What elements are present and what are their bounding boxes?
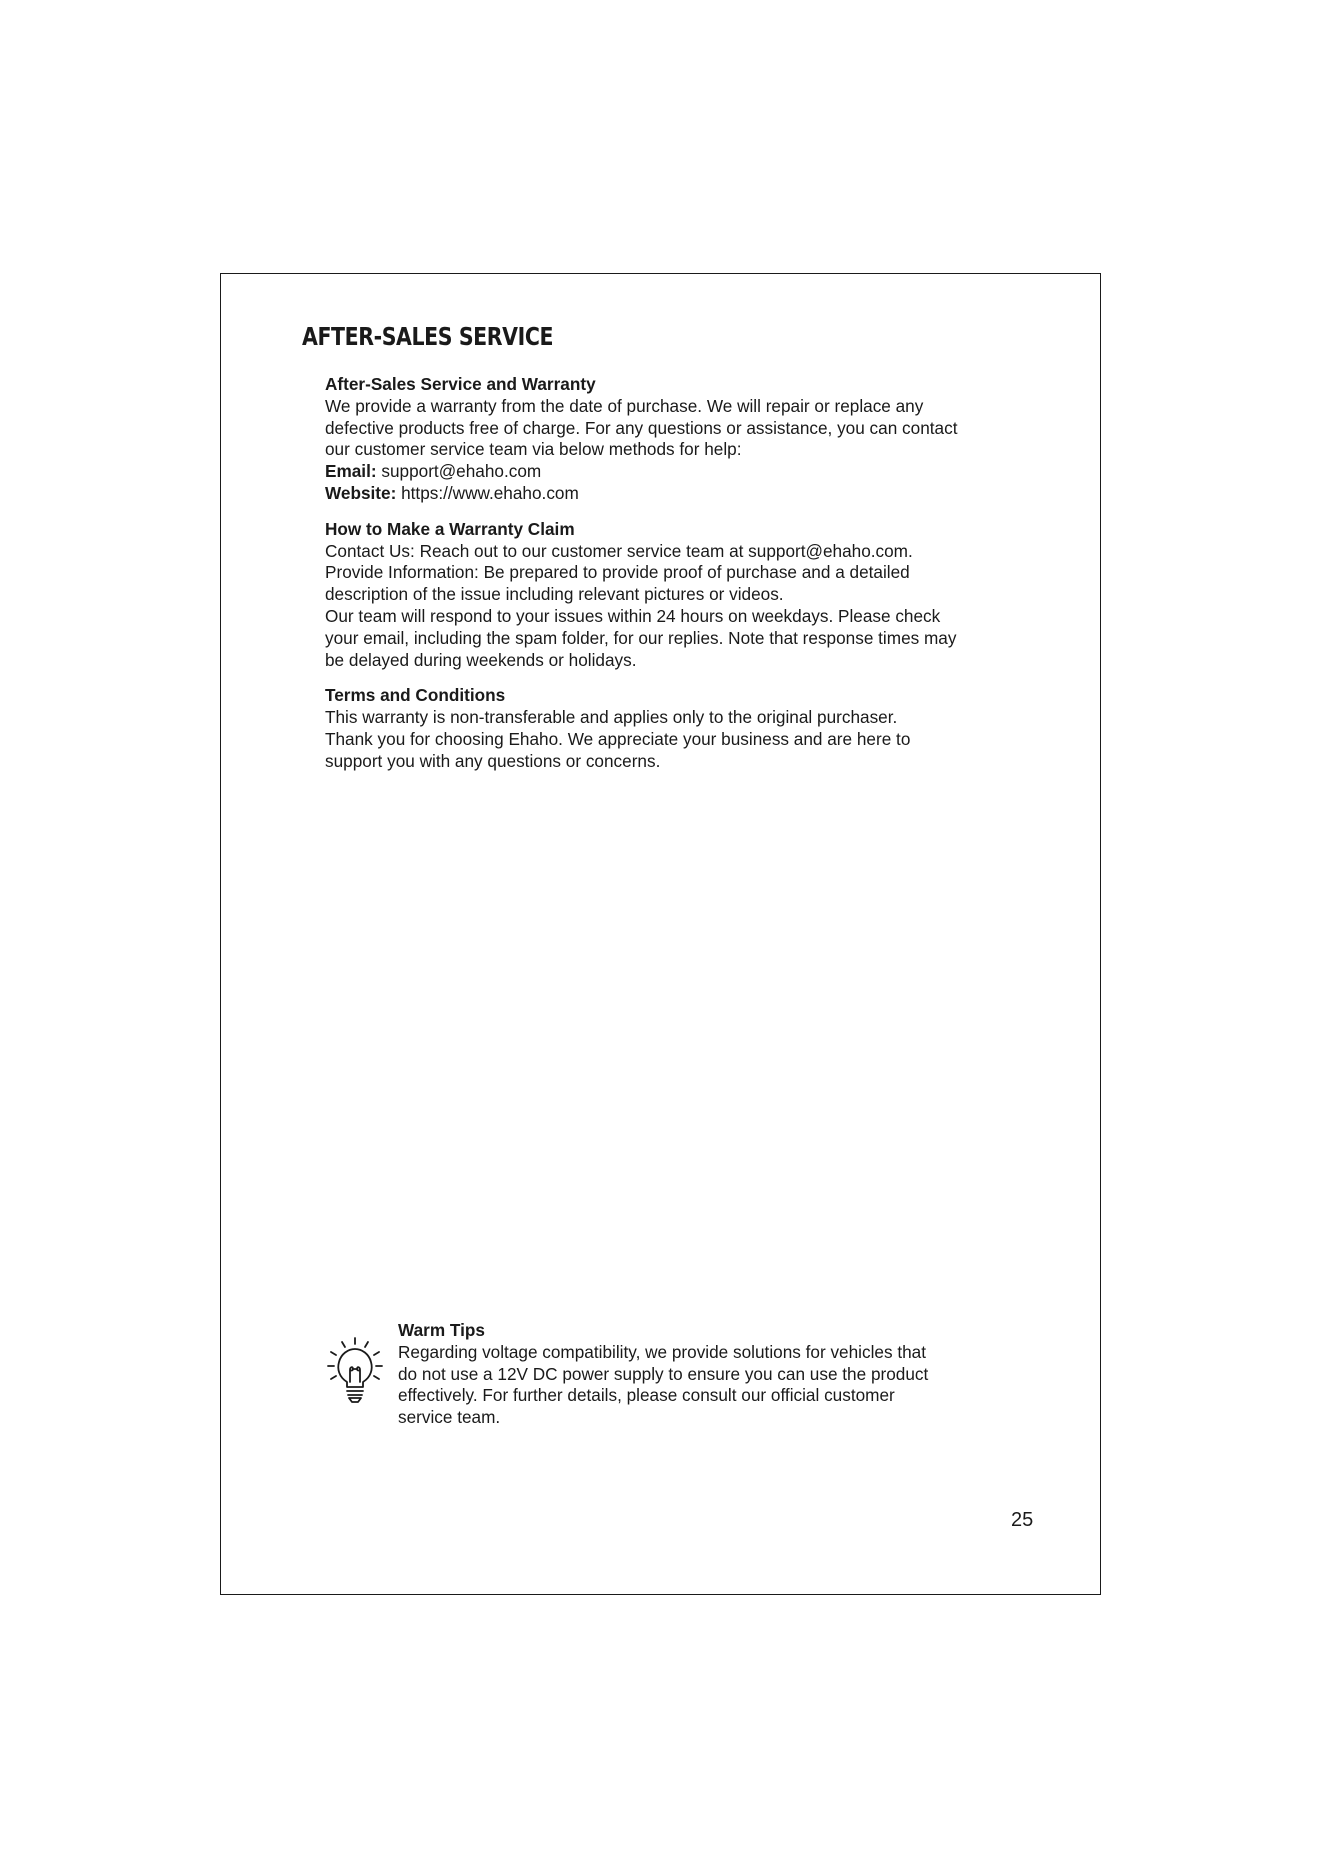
warm-tips-box	[325, 1320, 945, 1430]
page-number: 25	[1011, 1509, 1034, 1531]
website-value[interactable]: https://www.ehaho.com	[401, 482, 579, 503]
section-warranty	[325, 374, 965, 505]
paragraph: We provide a warranty from the date of purchase. We will repair or replace any defective products free of charge. For any questions or assistance, you can contact our customer service team via below methods for help:	[325, 395, 958, 460]
contact-website	[325, 483, 965, 505]
section-heading: How to Make a Warranty Claim	[325, 518, 575, 539]
contact-label: Email:	[325, 461, 377, 482]
tips-body: Regarding voltage compatibility, we provide solutions for vehicles that do not use a 12V DC power supply to ensure you can use the product effectively. For further details, please consult our official customer service team.	[398, 1341, 929, 1428]
paragraph: Thank you for choosing Ehaho. We appreciate your business and are here to support you with any questions or concerns.	[325, 728, 911, 771]
paragraph: Provide Information: Be prepared to provide proof of purchase and a detailed description of the issue including relevant pictures or videos.	[325, 562, 910, 605]
contact-email	[325, 461, 965, 483]
paragraph: This warranty is non-transferable and applies only to the original purchaser.	[325, 707, 898, 728]
contact-label: Website:	[325, 482, 397, 503]
tips-text	[398, 1320, 938, 1429]
paragraph: Contact Us: Reach out to our customer service team at support@ehaho.com.	[325, 540, 913, 561]
section-heading: After-Sales Service and Warranty	[325, 374, 596, 394]
section-terms	[325, 685, 965, 772]
section-warranty-claim	[325, 519, 965, 672]
email-value[interactable]: support@ehaho.com	[381, 461, 542, 482]
section-heading: Terms and Conditions	[325, 685, 506, 706]
main-content	[325, 374, 965, 787]
page-title: AFTER-SALES SERVICE	[302, 322, 554, 351]
tips-heading: Warm Tips	[398, 1320, 485, 1340]
lightbulb-icon	[325, 1336, 385, 1404]
paragraph: Our team will respond to your issues within 24 hours on weekdays. Please check your email, including the spam folder, for our replies. Note that response times may be delayed during weekends or holidays.	[325, 605, 957, 670]
